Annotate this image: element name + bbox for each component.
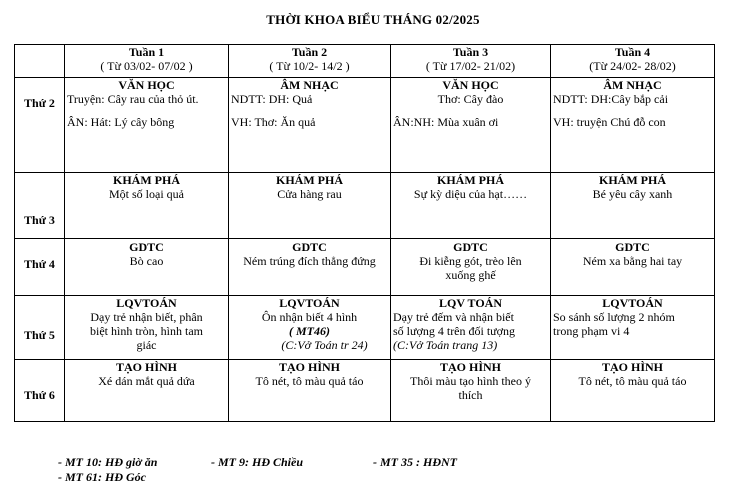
activity-2: ÂN:NH: Mùa xuân ơi	[393, 115, 499, 129]
cell-thu6-week1	[65, 360, 229, 422]
week-range: (Từ 24/02- 28/02)	[589, 59, 676, 73]
activity: Ném trúng đích thẳng đứng	[243, 254, 376, 268]
week-name: Tuần 2	[291, 45, 328, 59]
cell-thu6-week2	[229, 360, 391, 422]
activity: Tô nét, tô màu quả táo	[578, 374, 687, 388]
row-thu-6	[15, 360, 715, 422]
activity: Ném xa bằng hai tay	[582, 254, 683, 268]
cell-thu2-week1	[65, 78, 229, 173]
row-thu-4	[15, 239, 715, 296]
footer-note-mt9: - MT 9: HĐ Chiều	[211, 455, 304, 469]
activity: Sự kỳ diệu của hạt……	[413, 187, 528, 201]
subject: KHÁM PHÁ	[599, 173, 666, 187]
cell-thu6-week4	[551, 360, 715, 422]
timetable	[14, 44, 715, 422]
cell-thu2-week3	[391, 78, 551, 173]
week-range: ( Từ 03/02- 07/02 )	[100, 59, 193, 73]
day-label: Thứ 3	[15, 173, 65, 239]
page-title: THỜI KHOA BIỂU THÁNG 02/2025	[266, 12, 480, 27]
cell-thu2-week4	[551, 78, 715, 173]
subject: GDTC	[129, 240, 164, 254]
activity-2: thích	[458, 388, 483, 402]
activity: Thơ: Cây đào	[437, 92, 504, 106]
cell-thu3-week4	[551, 173, 715, 239]
cell-thu5-week4	[551, 296, 715, 360]
activity-2: biệt hình tròn, hình tam	[90, 324, 203, 338]
subject: TẠO HÌNH	[601, 360, 663, 374]
activity: Ôn nhận biết 4 hình	[261, 310, 358, 324]
subject: KHÁM PHÁ	[113, 173, 180, 187]
week-name: Tuần 3	[452, 45, 489, 59]
cell-thu4-week3	[391, 239, 551, 296]
activity-3: giác	[136, 338, 157, 352]
workbook-reference: (C:Vở Toán tr 24)	[281, 338, 368, 352]
subject: KHÁM PHÁ	[276, 173, 343, 187]
activity: Truyện: Cây rau của thỏ út.	[67, 92, 199, 106]
activity: Cửa hàng rau	[277, 187, 342, 201]
subject: GDTC	[292, 240, 327, 254]
week-2-header	[229, 45, 391, 78]
footer-note-mt35: - MT 35 : HĐNT	[373, 455, 457, 469]
subject: GDTC	[615, 240, 650, 254]
cell-thu5-week3	[391, 296, 551, 360]
cell-thu5-week2	[229, 296, 391, 360]
activity: Xé dán mắt quả dứa	[98, 374, 195, 388]
week-1-header	[65, 45, 229, 78]
footer-note-mt61: - MT 61: HĐ Góc	[58, 470, 146, 484]
cell-thu2-week2	[229, 78, 391, 173]
day-label: Thứ 5	[15, 296, 65, 360]
activity: Tô nét, tô màu quả táo	[255, 374, 364, 388]
day-label: Thứ 2	[15, 78, 65, 173]
subject: LQVTOÁN	[116, 296, 177, 310]
activity-2: trong phạm vi 4	[553, 324, 630, 338]
cell-thu4-week2	[229, 239, 391, 296]
workbook-reference: (C:Vở Toán trang 13)	[393, 338, 498, 352]
activity-2: ÂN: Hát: Lý cây bông	[67, 115, 175, 129]
activity: Đi kiễng gót, trèo lên	[419, 254, 522, 268]
week-name: Tuần 4	[614, 45, 651, 59]
cell-thu3-week2	[229, 173, 391, 239]
activity: So sánh số lượng 2 nhóm	[553, 310, 675, 324]
subject: KHÁM PHÁ	[437, 173, 504, 187]
cell-thu3-week1	[65, 173, 229, 239]
week-3-header	[391, 45, 551, 78]
cell-thu6-week3	[391, 360, 551, 422]
activity-2: số lượng 4 trên đối tượng	[393, 324, 516, 338]
subject: LQVTOÁN	[602, 296, 663, 310]
week-4-header	[551, 45, 715, 78]
goal-code: ( MT46)	[289, 324, 330, 338]
activity-2: VH: Thơ: Ăn quả	[231, 115, 316, 129]
row-thu-5	[15, 296, 715, 360]
activity: Bò cao	[129, 254, 164, 268]
footer-note-mt10: - MT 10: HĐ giờ ăn	[58, 455, 158, 469]
day-label: Thứ 4	[15, 239, 65, 296]
week-name: Tuần 1	[128, 45, 165, 59]
subject: GDTC	[453, 240, 488, 254]
header-corner	[15, 45, 65, 78]
activity-2: xuống ghế	[445, 268, 496, 282]
activity: NDTT: DH:Cây bắp cải	[553, 92, 669, 106]
row-thu-3	[15, 173, 715, 239]
subject: VĂN HỌC	[118, 78, 175, 92]
week-range: ( Từ 10/2- 14/2 )	[269, 59, 350, 73]
subject: ÂM NHẠC	[603, 78, 662, 92]
subject: TẠO HÌNH	[115, 360, 177, 374]
row-thu-2	[15, 78, 715, 173]
activity: Thôi màu tạo hình theo ý	[410, 374, 531, 388]
subject: TẠO HÌNH	[439, 360, 501, 374]
week-range: ( Từ 17/02- 21/02)	[425, 59, 516, 73]
cell-thu4-week1	[65, 239, 229, 296]
subject: LQV TOÁN	[438, 296, 503, 310]
cell-thu4-week4	[551, 239, 715, 296]
cell-thu5-week1	[65, 296, 229, 360]
day-label: Thứ 6	[15, 360, 65, 422]
subject: TẠO HÌNH	[278, 360, 340, 374]
subject: ÂM NHẠC	[280, 78, 339, 92]
activity-2: VH: truyện Chú đỗ con	[553, 115, 666, 129]
subject: VĂN HỌC	[442, 78, 499, 92]
activity: Dạy trẻ đếm và nhận biết	[393, 310, 514, 324]
activity: Dạy trẻ nhận biết, phân	[90, 310, 203, 324]
subject: LQVTOÁN	[279, 296, 340, 310]
activity: Một số loại quả	[109, 187, 184, 201]
cell-thu3-week3	[391, 173, 551, 239]
header-row	[15, 45, 715, 78]
activity: NDTT: DH: Quả	[231, 92, 313, 106]
activity: Bé yêu cây xanh	[592, 187, 673, 201]
